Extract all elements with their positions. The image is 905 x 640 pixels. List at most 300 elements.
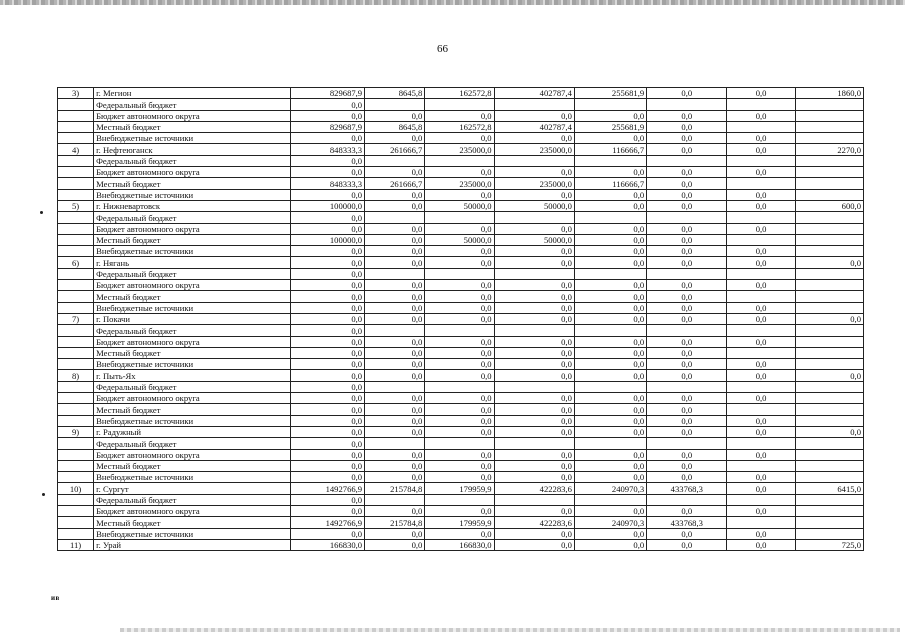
row-index-cell: 11) — [58, 539, 94, 550]
value-cell: 402787,4 — [494, 121, 574, 132]
table-row — [58, 99, 864, 110]
value-cell: 0,0 — [727, 449, 795, 460]
value-cell: 166830,0 — [290, 539, 364, 550]
value-cell — [494, 325, 574, 336]
value-cell: 0,0 — [365, 460, 425, 471]
row-label-cell: Внебюджетные источники — [94, 528, 291, 539]
row-index-cell — [58, 223, 94, 234]
value-cell: 0,0 — [290, 404, 364, 415]
value-cell: 0,0 — [574, 426, 646, 437]
row-label-cell: Внебюджетные источники — [94, 415, 291, 426]
row-index-cell: 8) — [58, 370, 94, 381]
row-index-cell: 5) — [58, 200, 94, 211]
value-cell: 0,0 — [365, 415, 425, 426]
value-cell: 0,0 — [365, 189, 425, 200]
value-cell — [795, 404, 863, 415]
value-cell: 0,0 — [494, 472, 574, 483]
scan-bottom-edge — [120, 628, 900, 632]
table-row — [58, 483, 864, 494]
row-label-cell: г. Урай — [94, 539, 291, 550]
value-cell: 0,0 — [574, 223, 646, 234]
value-cell: 0,0 — [365, 539, 425, 550]
value-cell: 0,0 — [494, 528, 574, 539]
value-cell: 0,0 — [494, 539, 574, 550]
value-cell: 0,0 — [494, 336, 574, 347]
row-index-cell — [58, 528, 94, 539]
value-cell — [727, 212, 795, 223]
row-label-cell: Бюджет автономного округа — [94, 110, 291, 121]
table-row — [58, 88, 864, 99]
value-cell: 0,0 — [494, 415, 574, 426]
value-cell: 0,0 — [365, 223, 425, 234]
value-cell: 100000,0 — [290, 200, 364, 211]
table-row — [58, 393, 864, 404]
value-cell: 0,0 — [290, 291, 364, 302]
value-cell: 0,0 — [727, 88, 795, 99]
value-cell: 600,0 — [795, 200, 863, 211]
table-row — [58, 133, 864, 144]
row-index-cell — [58, 167, 94, 178]
row-index-cell — [58, 505, 94, 516]
table-row — [58, 189, 864, 200]
value-cell — [574, 325, 646, 336]
value-cell — [727, 438, 795, 449]
value-cell: 179959,9 — [425, 483, 494, 494]
value-cell: 0,0 — [647, 336, 727, 347]
value-cell: 0,0 — [290, 528, 364, 539]
value-cell: 0,0 — [365, 291, 425, 302]
value-cell: 0,0 — [494, 370, 574, 381]
value-cell: 235000,0 — [494, 144, 574, 155]
value-cell: 0,0 — [647, 393, 727, 404]
table-row — [58, 505, 864, 516]
value-cell: 0,0 — [290, 99, 364, 110]
value-cell: 261666,7 — [365, 178, 425, 189]
row-label-cell: Федеральный бюджет — [94, 438, 291, 449]
row-label-cell: Федеральный бюджет — [94, 268, 291, 279]
value-cell: 0,0 — [494, 347, 574, 358]
row-label-cell: г. Покачи — [94, 313, 291, 324]
value-cell: 0,0 — [365, 347, 425, 358]
value-cell: 0,0 — [425, 189, 494, 200]
value-cell: 0,0 — [727, 280, 795, 291]
row-label-cell: Местный бюджет — [94, 347, 291, 358]
value-cell — [795, 110, 863, 121]
value-cell: 0,0 — [425, 370, 494, 381]
value-cell: 255681,9 — [574, 88, 646, 99]
value-cell: 0,0 — [574, 336, 646, 347]
value-cell: 0,0 — [365, 449, 425, 460]
value-cell: 0,0 — [425, 505, 494, 516]
table-row — [58, 234, 864, 245]
value-cell: 0,0 — [727, 223, 795, 234]
value-cell: 0,0 — [425, 133, 494, 144]
row-label-cell: Бюджет автономного округа — [94, 393, 291, 404]
value-cell: 0,0 — [574, 246, 646, 257]
table-row — [58, 347, 864, 358]
value-cell: 0,0 — [574, 257, 646, 268]
value-cell: 0,0 — [290, 167, 364, 178]
value-cell: 0,0 — [494, 404, 574, 415]
value-cell: 8645,8 — [365, 121, 425, 132]
value-cell — [727, 268, 795, 279]
value-cell — [647, 212, 727, 223]
value-cell: 0,0 — [290, 133, 364, 144]
value-cell: 116666,7 — [574, 144, 646, 155]
value-cell: 0,0 — [425, 167, 494, 178]
value-cell: 162572,8 — [425, 88, 494, 99]
value-cell: 0,0 — [425, 110, 494, 121]
value-cell: 0,0 — [290, 223, 364, 234]
row-label-cell: Местный бюджет — [94, 291, 291, 302]
value-cell: 261666,7 — [365, 144, 425, 155]
value-cell — [494, 494, 574, 505]
table-row — [58, 472, 864, 483]
row-index-cell — [58, 189, 94, 200]
value-cell: 0,0 — [727, 167, 795, 178]
value-cell: 0,0 — [647, 178, 727, 189]
table-row — [58, 381, 864, 392]
row-index-cell: 4) — [58, 144, 94, 155]
row-index-cell: 3) — [58, 88, 94, 99]
value-cell — [795, 280, 863, 291]
value-cell: 0,0 — [290, 313, 364, 324]
value-cell — [647, 325, 727, 336]
value-cell: 0,0 — [574, 393, 646, 404]
value-cell — [795, 347, 863, 358]
value-cell: 235000,0 — [425, 178, 494, 189]
value-cell: 0,0 — [425, 336, 494, 347]
value-cell: 0,0 — [425, 223, 494, 234]
row-label-cell: Внебюджетные источники — [94, 359, 291, 370]
budget-table-body — [58, 88, 864, 551]
value-cell: 0,0 — [647, 302, 727, 313]
value-cell: 162572,8 — [425, 121, 494, 132]
value-cell: 0,0 — [574, 472, 646, 483]
value-cell — [365, 268, 425, 279]
table-row — [58, 257, 864, 268]
table-row — [58, 200, 864, 211]
value-cell: 50000,0 — [425, 200, 494, 211]
value-cell: 0,0 — [727, 472, 795, 483]
row-index-cell — [58, 347, 94, 358]
row-label-cell: Федеральный бюджет — [94, 99, 291, 110]
value-cell: 0,0 — [647, 528, 727, 539]
value-cell: 0,0 — [647, 472, 727, 483]
row-index-cell — [58, 133, 94, 144]
row-index-cell — [58, 359, 94, 370]
value-cell — [647, 99, 727, 110]
value-cell: 0,0 — [365, 472, 425, 483]
table-row — [58, 336, 864, 347]
value-cell: 848333,3 — [290, 144, 364, 155]
value-cell: 0,0 — [727, 257, 795, 268]
value-cell — [425, 155, 494, 166]
value-cell: 0,0 — [574, 302, 646, 313]
value-cell: 0,0 — [290, 212, 364, 223]
row-label-cell: Бюджет автономного округа — [94, 505, 291, 516]
scan-top-edge — [0, 0, 905, 5]
value-cell — [795, 155, 863, 166]
value-cell — [494, 155, 574, 166]
row-label-cell: Бюджет автономного округа — [94, 280, 291, 291]
row-label-cell: Местный бюджет — [94, 460, 291, 471]
value-cell — [494, 268, 574, 279]
value-cell: 0,0 — [365, 280, 425, 291]
value-cell — [425, 438, 494, 449]
row-index-cell — [58, 291, 94, 302]
value-cell: 215784,8 — [365, 517, 425, 528]
table-row — [58, 539, 864, 550]
value-cell: 0,0 — [727, 505, 795, 516]
value-cell — [795, 460, 863, 471]
row-index-cell — [58, 404, 94, 415]
value-cell: 0,0 — [425, 257, 494, 268]
value-cell: 0,0 — [365, 404, 425, 415]
value-cell: 0,0 — [647, 539, 727, 550]
value-cell: 240970,3 — [574, 517, 646, 528]
value-cell — [727, 347, 795, 358]
table-row — [58, 460, 864, 471]
value-cell — [795, 325, 863, 336]
table-row — [58, 517, 864, 528]
value-cell: 0,0 — [647, 359, 727, 370]
value-cell: 0,0 — [795, 257, 863, 268]
value-cell: 0,0 — [365, 302, 425, 313]
value-cell: 0,0 — [574, 280, 646, 291]
row-index-cell: 7) — [58, 313, 94, 324]
value-cell — [574, 155, 646, 166]
value-cell: 0,0 — [647, 449, 727, 460]
value-cell: 0,0 — [574, 460, 646, 471]
value-cell — [795, 234, 863, 245]
table-row — [58, 280, 864, 291]
value-cell — [425, 99, 494, 110]
value-cell: 2270,0 — [795, 144, 863, 155]
value-cell: 0,0 — [425, 472, 494, 483]
row-index-cell — [58, 99, 94, 110]
value-cell: 422283,6 — [494, 517, 574, 528]
value-cell: 0,0 — [727, 528, 795, 539]
value-cell: 0,0 — [574, 234, 646, 245]
value-cell — [795, 167, 863, 178]
row-index-cell — [58, 280, 94, 291]
value-cell: 50000,0 — [425, 234, 494, 245]
value-cell: 0,0 — [647, 144, 727, 155]
value-cell: 0,0 — [425, 291, 494, 302]
value-cell: 0,0 — [290, 110, 364, 121]
value-cell: 0,0 — [727, 539, 795, 550]
row-label-cell: г. Сургут — [94, 483, 291, 494]
value-cell: 0,0 — [290, 155, 364, 166]
value-cell — [365, 438, 425, 449]
value-cell — [727, 99, 795, 110]
value-cell: 0,0 — [494, 505, 574, 516]
value-cell: 0,0 — [574, 189, 646, 200]
value-cell: 235000,0 — [494, 178, 574, 189]
table-row — [58, 426, 864, 437]
value-cell — [795, 381, 863, 392]
value-cell — [365, 381, 425, 392]
value-cell: 215784,8 — [365, 483, 425, 494]
value-cell: 0,0 — [290, 257, 364, 268]
table-row — [58, 144, 864, 155]
value-cell: 0,0 — [290, 449, 364, 460]
table-row — [58, 212, 864, 223]
row-index-cell — [58, 178, 94, 189]
value-cell — [425, 381, 494, 392]
value-cell — [365, 212, 425, 223]
value-cell: 0,0 — [494, 393, 574, 404]
table-row — [58, 415, 864, 426]
row-index-cell — [58, 381, 94, 392]
value-cell — [647, 155, 727, 166]
value-cell: 0,0 — [727, 393, 795, 404]
value-cell: 0,0 — [494, 223, 574, 234]
value-cell: 0,0 — [365, 167, 425, 178]
value-cell: 0,0 — [727, 144, 795, 155]
row-label-cell: Местный бюджет — [94, 517, 291, 528]
value-cell: 0,0 — [365, 234, 425, 245]
value-cell — [795, 505, 863, 516]
value-cell: 0,0 — [290, 246, 364, 257]
value-cell — [425, 212, 494, 223]
value-cell — [647, 494, 727, 505]
footer-mark: ив — [51, 594, 60, 602]
row-index-cell — [58, 325, 94, 336]
value-cell: 0,0 — [425, 528, 494, 539]
value-cell: 0,0 — [647, 426, 727, 437]
value-cell: 0,0 — [290, 359, 364, 370]
value-cell — [795, 99, 863, 110]
value-cell — [795, 494, 863, 505]
value-cell: 0,0 — [365, 257, 425, 268]
table-row — [58, 404, 864, 415]
value-cell: 0,0 — [647, 133, 727, 144]
value-cell: 0,0 — [494, 246, 574, 257]
value-cell — [494, 381, 574, 392]
value-cell: 0,0 — [494, 110, 574, 121]
row-label-cell: г. Радужный — [94, 426, 291, 437]
row-label-cell: Местный бюджет — [94, 404, 291, 415]
value-cell — [494, 99, 574, 110]
row-index-cell — [58, 234, 94, 245]
table-row — [58, 449, 864, 460]
value-cell: 0,0 — [290, 460, 364, 471]
value-cell: 0,0 — [727, 189, 795, 200]
value-cell: 0,0 — [365, 393, 425, 404]
value-cell: 0,0 — [647, 246, 727, 257]
row-index-cell — [58, 155, 94, 166]
value-cell: 0,0 — [494, 449, 574, 460]
value-cell — [727, 121, 795, 132]
value-cell: 0,0 — [494, 133, 574, 144]
value-cell: 0,0 — [425, 347, 494, 358]
value-cell — [727, 517, 795, 528]
value-cell: 0,0 — [494, 359, 574, 370]
row-label-cell: Федеральный бюджет — [94, 212, 291, 223]
row-index-cell — [58, 460, 94, 471]
value-cell: 0,0 — [647, 505, 727, 516]
row-label-cell: Федеральный бюджет — [94, 381, 291, 392]
value-cell — [795, 517, 863, 528]
value-cell: 0,0 — [494, 460, 574, 471]
row-index-cell — [58, 472, 94, 483]
value-cell: 0,0 — [647, 200, 727, 211]
value-cell — [795, 438, 863, 449]
value-cell — [574, 99, 646, 110]
value-cell: 0,0 — [494, 426, 574, 437]
value-cell: 0,0 — [795, 313, 863, 324]
value-cell: 1492766,9 — [290, 517, 364, 528]
value-cell — [727, 155, 795, 166]
value-cell: 0,0 — [795, 426, 863, 437]
value-cell — [727, 494, 795, 505]
value-cell — [647, 438, 727, 449]
value-cell — [727, 460, 795, 471]
value-cell: 0,0 — [290, 268, 364, 279]
value-cell: 829687,9 — [290, 88, 364, 99]
table-row — [58, 494, 864, 505]
row-label-cell: Бюджет автономного округа — [94, 449, 291, 460]
value-cell: 0,0 — [425, 415, 494, 426]
row-index-cell: 10) — [58, 483, 94, 494]
row-index-cell — [58, 246, 94, 257]
value-cell: 0,0 — [647, 370, 727, 381]
value-cell — [647, 381, 727, 392]
value-cell: 0,0 — [365, 200, 425, 211]
row-index-cell — [58, 268, 94, 279]
row-index-cell — [58, 415, 94, 426]
value-cell: 0,0 — [365, 313, 425, 324]
value-cell: 0,0 — [647, 291, 727, 302]
value-cell — [365, 325, 425, 336]
value-cell: 0,0 — [647, 189, 727, 200]
value-cell: 0,0 — [365, 505, 425, 516]
row-index-cell — [58, 110, 94, 121]
value-cell: 0,0 — [574, 313, 646, 324]
value-cell: 0,0 — [290, 302, 364, 313]
value-cell: 433768,3 — [647, 517, 727, 528]
value-cell: 0,0 — [494, 257, 574, 268]
value-cell: 0,0 — [727, 313, 795, 324]
value-cell: 0,0 — [574, 200, 646, 211]
value-cell — [365, 494, 425, 505]
table-row — [58, 110, 864, 121]
value-cell — [795, 415, 863, 426]
row-index-cell: 6) — [58, 257, 94, 268]
value-cell: 0,0 — [574, 359, 646, 370]
row-label-cell: Федеральный бюджет — [94, 325, 291, 336]
value-cell: 0,0 — [647, 167, 727, 178]
value-cell: 0,0 — [647, 460, 727, 471]
value-cell: 0,0 — [647, 415, 727, 426]
value-cell — [795, 121, 863, 132]
row-index-cell — [58, 302, 94, 313]
value-cell: 0,0 — [290, 426, 364, 437]
value-cell: 0,0 — [727, 302, 795, 313]
value-cell: 0,0 — [290, 505, 364, 516]
value-cell: 725,0 — [795, 539, 863, 550]
value-cell: 0,0 — [574, 291, 646, 302]
value-cell: 0,0 — [494, 189, 574, 200]
scan-speck — [40, 211, 43, 214]
table-row — [58, 155, 864, 166]
row-label-cell: Внебюджетные источники — [94, 133, 291, 144]
row-index-cell — [58, 393, 94, 404]
row-index-cell — [58, 121, 94, 132]
value-cell — [795, 212, 863, 223]
